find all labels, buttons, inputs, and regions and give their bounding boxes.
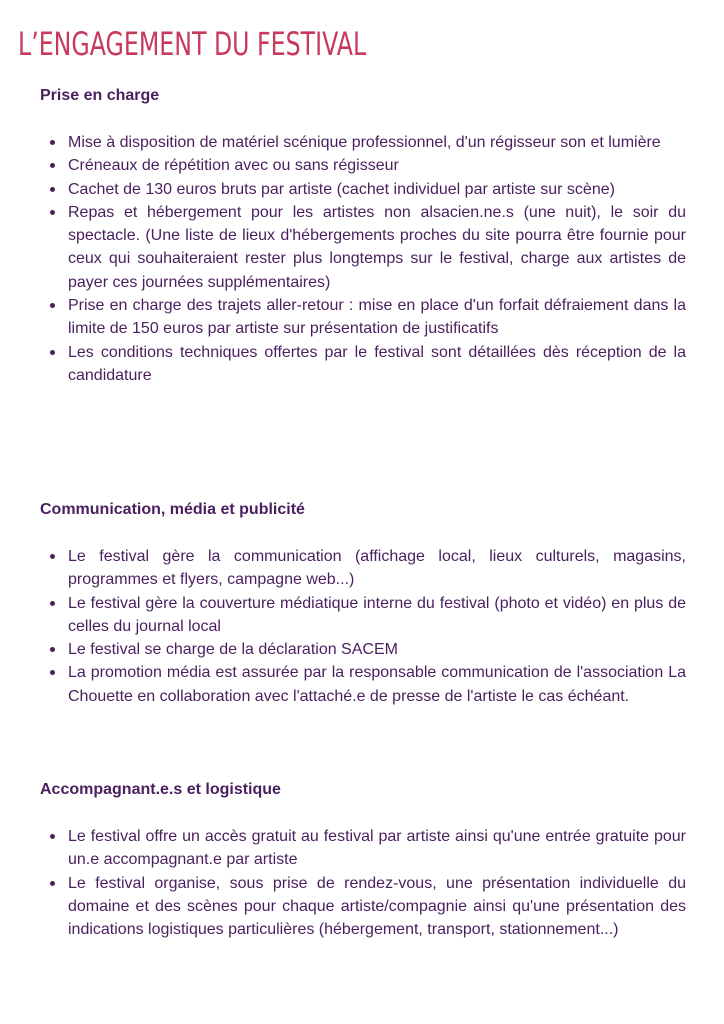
list-item: Le festival offre un accès gratuit au festival par artiste ainsi qu'une entrée gratuite pour un.e accompagnant.e par artiste [68, 825, 686, 872]
list-item: Le festival gère la communication (affichage local, lieux culturels, magasins, programmes et flyers, campagne web...) [68, 545, 686, 592]
section-accompagnants [40, 779, 686, 941]
list-item: Cachet de 130 euros bruts par artiste (cachet individuel par artiste sur scène) [68, 178, 686, 201]
section-heading: Prise en charge [40, 87, 160, 104]
list-item: Le festival gère la couverture médiatique interne du festival (photo et vidéo) en plus de celles du journal local [68, 592, 686, 639]
bullet-list [40, 825, 686, 941]
list-item: Créneaux de répétition avec ou sans régisseur [68, 154, 686, 177]
list-item: Prise en charge des trajets aller-retour : mise en place d'un forfait défraiement dans la limite de 150 euros par artiste sur présentation de justificatifs [68, 294, 686, 341]
list-item: Les conditions techniques offertes par le festival sont détaillées dès réception de la candidature [68, 341, 686, 388]
section-heading: Accompagnant.e.s et logistique [40, 781, 281, 798]
list-item: Mise à disposition de matériel scénique professionnel, d'un régisseur son et lumière [68, 131, 686, 154]
section-communication [40, 499, 686, 708]
list-item: Le festival se charge de la déclaration SACEM [68, 638, 686, 661]
section-heading: Communication, média et publicité [40, 501, 305, 518]
bullet-list [40, 545, 686, 708]
list-item: Le festival organise, sous prise de rendez-vous, une présentation individuelle du domaine et des scènes pour chaque artiste/compagnie ainsi qu'une présentation des indications logistiques particulières (hébergement, transport, stationnement...) [68, 872, 686, 942]
section-prise-en-charge [40, 85, 686, 387]
list-item: La promotion média est assurée par la responsable communication de l'association La Chouette en collaboration avec l'attaché.e de presse de l'artiste le cas échéant. [68, 661, 686, 708]
list-item: Repas et hébergement pour les artistes non alsacien.ne.s (une nuit), le soir du spectacle. (Une liste de lieux d'hébergements proches du site pourra être fournie pour ceux qui souhaiteraient rester plus longtemps sur le festival, charge aux artistes de payer ces journées supplémentaires) [68, 201, 686, 294]
bullet-list [40, 131, 686, 387]
page-title: L’ENGAGEMENT DU FESTIVAL [18, 25, 367, 63]
